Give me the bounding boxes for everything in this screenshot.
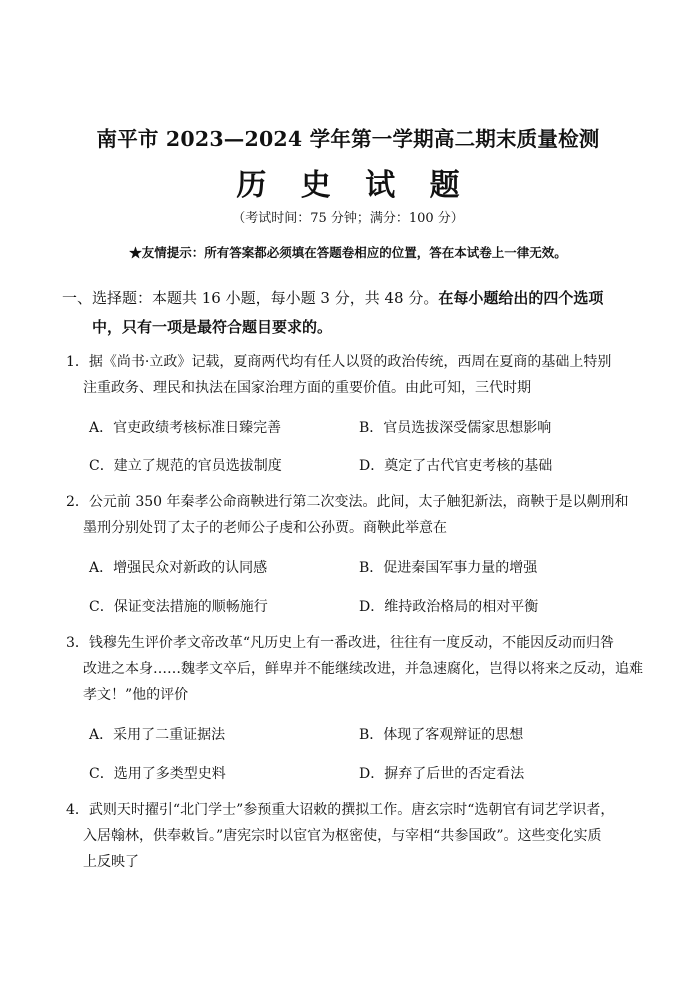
question-3-line-1: 3．钱穆先生评价孝文帝改革“凡历史上有一番改进，往往有一度反动，不能因反动而归咎 <box>66 635 615 651</box>
section-heading-line-1 <box>62 284 652 313</box>
question-4-line-1: 4．武则天时擢引“北门学士”参预重大诏敕的撰拟工作。唐玄宗时“选朝官有词艺学识者， <box>66 802 615 818</box>
question-2-line-1: 2．公元前 350 年秦孝公命商鞅进行第二次变法。此间，太子触犯新法，商鞅于是以劓刑和 <box>66 494 629 510</box>
subject-title: 历 史 试 题 <box>236 168 472 203</box>
tip-notice: ★友情提示：所有答案都必须填在答题卷相应的位置，答在本试卷上一律无效。 <box>129 245 567 260</box>
question-2-option-b: B．促进秦国军事力量的增强 <box>359 560 538 576</box>
question-3-option-d: D．摒弃了后世的否定看法 <box>359 766 525 782</box>
question-1-option-b: B．官员选拔深受儒家思想影响 <box>359 420 552 436</box>
question-4-line-2: 入居翰林，供奉敕旨。”唐宪宗时以宦官为枢密使，与宰相“共参国政”。这些变化实质 <box>83 828 602 844</box>
question-2 <box>66 489 656 541</box>
question-1-line-1: 1．据《尚书·立政》记载，夏商两代均有任人以贤的政治传统，西周在夏商的基础上特别 <box>66 354 612 370</box>
question-3-option-b: B．体现了客观辩证的思想 <box>359 727 524 743</box>
question-2-option-d: D．维持政治格局的相对平衡 <box>359 599 539 615</box>
section-heading <box>62 284 652 342</box>
question-3-line-2: 改进之本身……魏孝文卒后，鲜卑并不能继续改进，并急速腐化，岂得以将来之反动，追难 <box>83 661 643 677</box>
question-1 <box>66 349 656 401</box>
question-1-option-d: D．奠定了古代官吏考核的基础 <box>359 458 553 474</box>
question-2-option-c: C．保证变法措施的顺畅施行 <box>89 599 268 615</box>
question-1-line-2: 注重政务、理民和执法在国家治理方面的重要价值。由此可知，三代时期 <box>83 380 531 396</box>
question-3-option-a: A．采用了二重证据法 <box>89 727 226 743</box>
section-heading-normal: 一、选择题：本题共 16 小题，每小题 3 分，共 48 分。 <box>62 289 439 307</box>
exam-title: 南平市 2023—2024 学年第一学期高二期末质量检测 <box>96 127 600 151</box>
question-2-option-a: A．增强民众对新政的认同感 <box>89 560 268 576</box>
question-3-line-3: 孝文！”他的评价 <box>83 687 189 703</box>
question-3-option-c: C．选用了多类型史料 <box>89 766 226 782</box>
section-heading-line-2: 中，只有一项是最符合题目要求的。 <box>92 318 333 336</box>
question-3 <box>66 630 656 708</box>
section-heading-bold: 在每小题给出的四个选项 <box>438 289 604 307</box>
question-4 <box>66 797 656 875</box>
question-1-option-a: A．官吏政绩考核标准日臻完善 <box>89 420 282 436</box>
question-4-line-3: 上反映了 <box>83 854 139 870</box>
question-1-option-c: C．建立了规范的官员选拔制度 <box>89 458 282 474</box>
question-2-line-2: 墨刑分别处罚了太子的老师公子虔和公孙贾。商鞅此举意在 <box>83 520 447 536</box>
exam-info: （考试时间：75 分钟；满分：100 分） <box>232 211 464 226</box>
